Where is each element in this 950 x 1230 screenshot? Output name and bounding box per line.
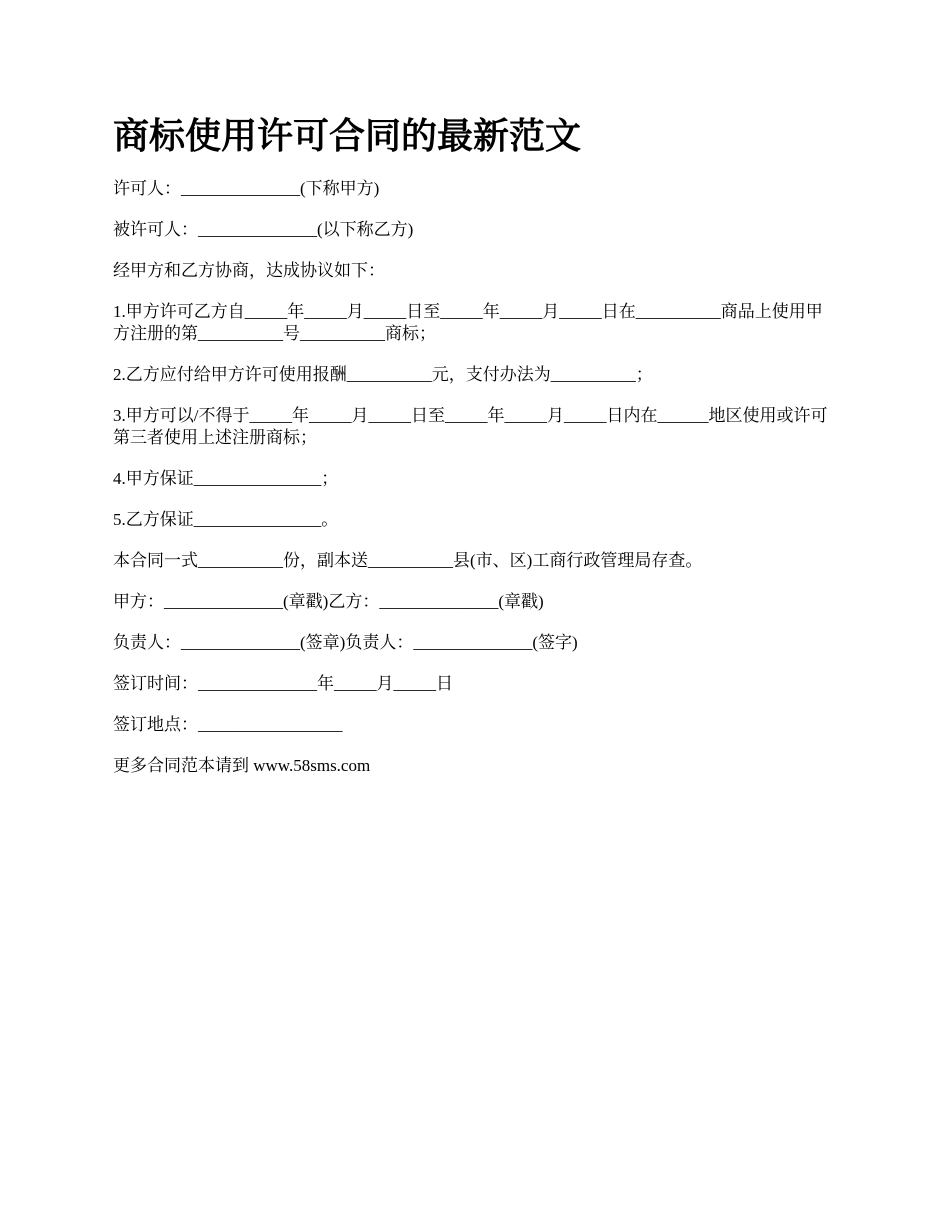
copies-line: 本合同一式__________份，副本送__________县(市、区)工商行政管理局存查。 bbox=[113, 551, 703, 570]
clause-2: 2.乙方应付给甲方许可使用报酬__________元，支付办法为__________； bbox=[113, 365, 653, 384]
clause-5: 5.乙方保证_______________。 bbox=[113, 510, 339, 529]
clause-4: 4.甲方保证_______________； bbox=[113, 469, 339, 488]
clause-1: 1.甲方许可乙方自_____年_____月_____日至_____年_____月_____日在__________商品上使用甲方注册的第__________号__________商标； bbox=[113, 302, 823, 343]
responsible-persons-line: 负责人：______________(签章)负责人：______________(签字) bbox=[113, 633, 578, 652]
signing-place-line: 签订地点：_________________ bbox=[113, 715, 343, 734]
clause-3: 3.甲方可以/不得于_____年_____月_____日至_____年_____月_____日内在______地区使用或许可第三者使用上述注册商标； bbox=[113, 406, 828, 447]
agreement-intro: 经甲方和乙方协商，达成协议如下： bbox=[113, 261, 385, 280]
licensee-line: 被许可人：______________(以下称乙方) bbox=[113, 220, 414, 239]
document-title: 商标使用许可合同的最新范文 bbox=[113, 116, 582, 156]
document-page bbox=[113, 112, 838, 796]
signing-date-line: 签订时间：______________年_____月_____日 bbox=[113, 674, 453, 693]
licensor-line: 许可人：______________(下称甲方) bbox=[113, 179, 380, 198]
more-templates-line: 更多合同范本请到 www.58sms.com bbox=[113, 756, 371, 775]
parties-seal-line: 甲方：______________(章戳)乙方：______________(章戳) bbox=[113, 592, 544, 611]
